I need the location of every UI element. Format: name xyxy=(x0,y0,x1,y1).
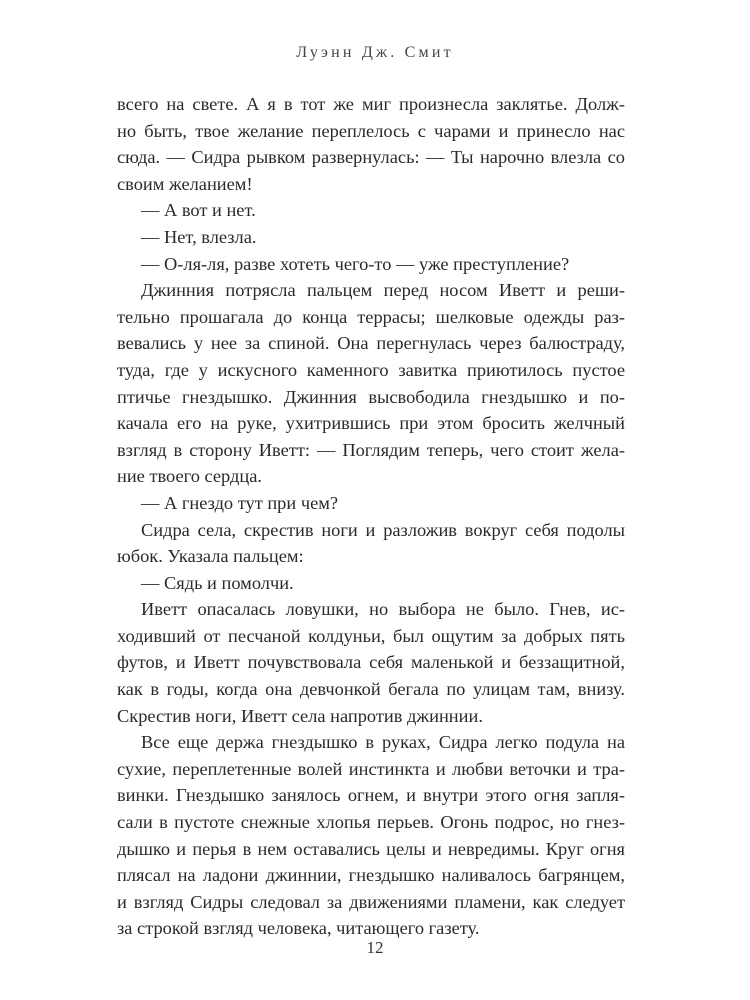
text-line: винки. Гнездышко занялось огнем, и внутри этого огня запля- xyxy=(117,785,625,806)
text-line: туда, где у искусного каменного завитка приютилось пустое xyxy=(117,359,625,380)
text-line: Иветт опасалась ловушки, но выбора не было. Гнев, ис- xyxy=(141,599,625,620)
running-header: Луэнн Дж. Смит xyxy=(296,44,454,61)
text-line: Все еще держа гнездышко в руках, Сидра легко подула на xyxy=(141,732,625,753)
text-line: ние твоего сердца. xyxy=(117,466,262,487)
text-line: и взгляд Сидры следовал за движениями пламени, как следует xyxy=(117,891,625,912)
body-text xyxy=(117,91,625,942)
text-line: — Сядь и помолчи. xyxy=(141,572,294,593)
text-line: — Нет, влезла. xyxy=(141,226,257,247)
text-line: ходивший от песчаной колдуньи, был ощутим за добрых пять xyxy=(117,625,625,646)
text-line: Джинния потрясла пальцем перед носом Иветт и реши- xyxy=(141,280,625,301)
page-number: 12 xyxy=(366,938,384,957)
text-line: качала его на руке, ухитрившись при этом бросить желчный xyxy=(117,413,625,434)
text-line: сухие, переплетенные волей инстинкта и любви веточки и тра- xyxy=(117,758,625,779)
text-line: плясал на ладони джиннии, гнездышко наливалось багрянцем, xyxy=(117,865,625,886)
text-line: вевались у нее за спиной. Она перегнулась через балюстраду, xyxy=(117,333,625,354)
text-line: но быть, твое желание переплелось с чарами и принесло нас xyxy=(117,120,625,141)
text-line: — А гнездо тут при чем? xyxy=(141,492,339,513)
text-line: футов, и Иветт почувствовала себя маленькой и беззащитной, xyxy=(117,652,625,673)
text-line: как в годы, когда она девчонкой бегала по улицам там, внизу. xyxy=(117,679,625,700)
text-line: сюда. — Сидра рывком развернулась: — Ты нарочно влезла со xyxy=(117,147,625,168)
text-line: дышко и перья в нем оставались целы и невредимы. Круг огня xyxy=(117,838,625,859)
text-line: птичье гнездышко. Джинния высвободила гнездышко и по- xyxy=(117,386,625,407)
text-line: за строкой взгляд человека, читающего газету. xyxy=(117,918,480,939)
text-line: тельно прошагала до конца террасы; шелковые одежды раз- xyxy=(117,306,625,327)
text-line: взгляд в сторону Иветт: — Поглядим теперь, чего стоит жела- xyxy=(117,439,625,460)
text-line: юбок. Указала пальцем: xyxy=(117,546,304,567)
text-line: Скрестив ноги, Иветт села напротив джиннии. xyxy=(117,705,483,726)
text-line: всего на свете. А я в тот же миг произнесла заклятье. Долж- xyxy=(117,94,625,114)
text-line: сали в пустоте снежные хлопья перьев. Огонь подрос, но гнез- xyxy=(117,812,625,833)
text-line: Сидра села, скрестив ноги и разложив вокруг себя подолы xyxy=(141,519,625,540)
text-line: — А вот и нет. xyxy=(141,200,256,221)
text-line: своим желанием! xyxy=(117,173,253,194)
text-line: — О-ля-ля, разве хотеть чего-то — уже преступление? xyxy=(141,253,570,274)
